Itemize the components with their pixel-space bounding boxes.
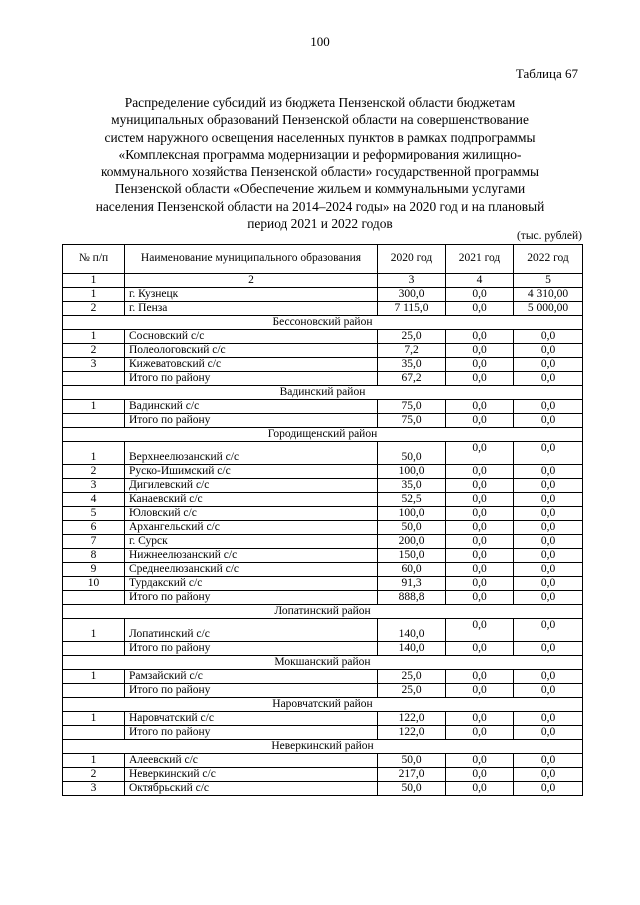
value-2022: 0,0 [514, 768, 583, 782]
value-2021: 0,0 [446, 535, 514, 549]
table-row [63, 563, 583, 577]
row-number: 2 [63, 768, 125, 782]
units-label: (тыс. рублей) [516, 230, 582, 242]
table-row [63, 782, 583, 796]
row-number: 1 [63, 754, 125, 768]
title-line: коммунального хозяйства Пензенской области» государственной программы [100, 164, 540, 180]
region-header-row [63, 605, 583, 619]
value-2021: 0,0 [446, 479, 514, 493]
municipality-name: Нижнеелюзанский с/с [125, 549, 378, 563]
municipality-name: Среднеелюзанский с/с [125, 563, 378, 577]
value-2022: 0,0 [514, 442, 583, 465]
value-2020: 200,0 [378, 535, 446, 549]
row-number: 2 [63, 302, 125, 316]
col-number: 5 [514, 274, 583, 288]
municipality-name: Итого по району [125, 642, 378, 656]
value-2020: 25,0 [378, 684, 446, 698]
value-2021: 0,0 [446, 414, 514, 428]
value-2022: 0,0 [514, 344, 583, 358]
region-header-row [63, 316, 583, 330]
row-number [63, 684, 125, 698]
municipality-name: Неверкинский с/с [125, 768, 378, 782]
value-2022: 0,0 [514, 358, 583, 372]
value-2020: 888,8 [378, 591, 446, 605]
value-2022: 0,0 [514, 782, 583, 796]
title-line: период 2021 и 2022 годов [247, 216, 393, 232]
value-2020: 100,0 [378, 507, 446, 521]
value-2020: 7 115,0 [378, 302, 446, 316]
value-2020: 75,0 [378, 414, 446, 428]
table-label: Таблица 67 [515, 66, 578, 81]
value-2021: 0,0 [446, 302, 514, 316]
value-2021: 0,0 [446, 507, 514, 521]
table-row [63, 535, 583, 549]
value-2020: 300,0 [378, 288, 446, 302]
value-2020: 122,0 [378, 726, 446, 740]
municipality-name: Полеологовский с/с [125, 344, 378, 358]
municipality-name: Алеевский с/с [125, 754, 378, 768]
value-2021: 0,0 [446, 400, 514, 414]
region-name: Лопатинский район [63, 605, 583, 619]
value-2021: 0,0 [446, 642, 514, 656]
value-2022: 5 000,00 [514, 302, 583, 316]
row-number: 1 [63, 330, 125, 344]
table-row [63, 344, 583, 358]
title-line: муниципальных образований Пензенской области на совершенствование [111, 112, 529, 128]
header-num: № п/п [63, 245, 125, 274]
municipality-name: Октябрьский с/с [125, 782, 378, 796]
title-line: систем наружного освещения населенных пунктов в рамках подпрограммы [104, 129, 536, 145]
table-row [63, 302, 583, 316]
row-number: 1 [63, 712, 125, 726]
page-number: 100 [310, 34, 330, 49]
table-row [63, 754, 583, 768]
value-2021: 0,0 [446, 521, 514, 535]
title-line: Пензенской области «Обеспечение жильем и коммунальными услугами [114, 181, 526, 197]
region-name: Неверкинский район [63, 740, 583, 754]
row-number: 3 [63, 358, 125, 372]
value-2020: 91,3 [378, 577, 446, 591]
value-2022: 0,0 [514, 754, 583, 768]
value-2020: 25,0 [378, 670, 446, 684]
municipality-name: Итого по району [125, 591, 378, 605]
total-row [63, 684, 583, 698]
region-name: Наровчатский район [63, 698, 583, 712]
region-name: Вадинский район [63, 386, 583, 400]
region-name: Мокшанский район [63, 656, 583, 670]
region-header-row [63, 386, 583, 400]
value-2022: 0,0 [514, 619, 583, 642]
col-number: 2 [125, 274, 378, 288]
municipality-name: Сосновский с/с [125, 330, 378, 344]
municipality-name: г. Пенза [125, 302, 378, 316]
municipality-name: Лопатинский с/с [125, 619, 378, 642]
municipality-name: Итого по району [125, 684, 378, 698]
value-2021: 0,0 [446, 442, 514, 465]
value-2020: 25,0 [378, 330, 446, 344]
municipality-name: Итого по району [125, 372, 378, 386]
value-2021: 0,0 [446, 330, 514, 344]
municipality-name: Кижеватовский с/с [125, 358, 378, 372]
total-row [63, 726, 583, 740]
row-number: 7 [63, 535, 125, 549]
table-row [63, 442, 583, 465]
value-2022: 0,0 [514, 414, 583, 428]
row-number: 5 [63, 507, 125, 521]
value-2020: 7,2 [378, 344, 446, 358]
value-2021: 0,0 [446, 726, 514, 740]
col-number: 4 [446, 274, 514, 288]
value-2022: 0,0 [514, 479, 583, 493]
region-header-row [63, 740, 583, 754]
header-2020: 2020 год [378, 245, 446, 274]
municipality-name: Турдакский с/с [125, 577, 378, 591]
table-row [63, 577, 583, 591]
value-2021: 0,0 [446, 670, 514, 684]
municipality-name: Архангельский с/с [125, 521, 378, 535]
value-2021: 0,0 [446, 684, 514, 698]
row-number [63, 414, 125, 428]
table-row [63, 400, 583, 414]
value-2022: 0,0 [514, 563, 583, 577]
table-row [63, 465, 583, 479]
value-2022: 0,0 [514, 712, 583, 726]
table-row [63, 619, 583, 642]
municipality-name: Рамзайский с/с [125, 670, 378, 684]
col-number: 3 [378, 274, 446, 288]
table-header-row [63, 245, 583, 274]
value-2020: 50,0 [378, 754, 446, 768]
header-name: Наименование муниципального образования [125, 245, 378, 274]
value-2021: 0,0 [446, 591, 514, 605]
value-2021: 0,0 [446, 288, 514, 302]
table-row [63, 670, 583, 684]
title-line: Распределение субсидий из бюджета Пензенской области бюджетам [124, 95, 516, 110]
value-2022: 0,0 [514, 684, 583, 698]
document-title [60, 94, 580, 232]
value-2020: 75,0 [378, 400, 446, 414]
header-2021: 2021 год [446, 245, 514, 274]
total-row [63, 642, 583, 656]
value-2020: 50,0 [378, 521, 446, 535]
municipality-name: г. Кузнецк [125, 288, 378, 302]
value-2021: 0,0 [446, 344, 514, 358]
value-2021: 0,0 [446, 465, 514, 479]
row-number: 10 [63, 577, 125, 591]
region-header-row [63, 698, 583, 712]
value-2020: 35,0 [378, 479, 446, 493]
table-row [63, 358, 583, 372]
municipality-name: Юловский с/с [125, 507, 378, 521]
title-line: «Комплексная программа модернизации и реформирования жилищно- [118, 146, 522, 162]
row-number: 6 [63, 521, 125, 535]
row-number: 4 [63, 493, 125, 507]
value-2020: 150,0 [378, 549, 446, 563]
total-row [63, 591, 583, 605]
municipality-name: Итого по району [125, 414, 378, 428]
row-number: 1 [63, 619, 125, 642]
region-header-row [63, 656, 583, 670]
value-2020: 217,0 [378, 768, 446, 782]
value-2022: 0,0 [514, 493, 583, 507]
table-row [63, 288, 583, 302]
value-2021: 0,0 [446, 372, 514, 386]
table-row [63, 768, 583, 782]
value-2022: 0,0 [514, 330, 583, 344]
region-name: Бессоновский район [63, 316, 583, 330]
row-number: 1 [63, 670, 125, 684]
row-number: 3 [63, 479, 125, 493]
table-row [63, 493, 583, 507]
municipality-name: Вадинский с/с [125, 400, 378, 414]
value-2021: 0,0 [446, 712, 514, 726]
row-number: 1 [63, 442, 125, 465]
table-row [63, 479, 583, 493]
value-2020: 140,0 [378, 642, 446, 656]
row-number: 2 [63, 465, 125, 479]
value-2022: 0,0 [514, 535, 583, 549]
value-2021: 0,0 [446, 358, 514, 372]
region-name: Городищенский район [63, 428, 583, 442]
total-row [63, 414, 583, 428]
value-2022: 0,0 [514, 507, 583, 521]
value-2021: 0,0 [446, 493, 514, 507]
table-row [63, 507, 583, 521]
col-number: 1 [63, 274, 125, 288]
value-2020: 35,0 [378, 358, 446, 372]
value-2020: 100,0 [378, 465, 446, 479]
row-number: 1 [63, 400, 125, 414]
row-number [63, 642, 125, 656]
value-2021: 0,0 [446, 619, 514, 642]
table-row [63, 521, 583, 535]
municipality-name: Руско-Ишимский с/с [125, 465, 378, 479]
value-2022: 0,0 [514, 372, 583, 386]
value-2022: 0,0 [514, 642, 583, 656]
municipality-name: Дигилевский с/с [125, 479, 378, 493]
title-line: населения Пензенской области на 2014–2024 годы» на 2020 год и на плановый [95, 198, 545, 214]
value-2020: 50,0 [378, 782, 446, 796]
municipality-name: Канаевский с/с [125, 493, 378, 507]
row-number: 1 [63, 288, 125, 302]
row-number: 3 [63, 782, 125, 796]
row-number: 9 [63, 563, 125, 577]
value-2021: 0,0 [446, 563, 514, 577]
value-2022: 0,0 [514, 726, 583, 740]
table-body [63, 288, 583, 796]
row-number [63, 591, 125, 605]
value-2022: 4 310,00 [514, 288, 583, 302]
value-2020: 67,2 [378, 372, 446, 386]
value-2020: 60,0 [378, 563, 446, 577]
municipality-name: г. Сурск [125, 535, 378, 549]
value-2021: 0,0 [446, 768, 514, 782]
value-2022: 0,0 [514, 549, 583, 563]
region-header-row [63, 428, 583, 442]
value-2020: 50,0 [378, 442, 446, 465]
municipality-name: Итого по району [125, 726, 378, 740]
value-2022: 0,0 [514, 400, 583, 414]
value-2020: 140,0 [378, 619, 446, 642]
column-number-row [63, 274, 583, 288]
header-2022: 2022 год [514, 245, 583, 274]
value-2022: 0,0 [514, 577, 583, 591]
value-2022: 0,0 [514, 465, 583, 479]
subsidy-table [62, 244, 583, 796]
table-row [63, 330, 583, 344]
value-2021: 0,0 [446, 577, 514, 591]
total-row [63, 372, 583, 386]
municipality-name: Верхнеелюзанский с/с [125, 442, 378, 465]
municipality-name: Наровчатский с/с [125, 712, 378, 726]
value-2022: 0,0 [514, 670, 583, 684]
value-2020: 122,0 [378, 712, 446, 726]
table-row [63, 712, 583, 726]
row-number [63, 372, 125, 386]
value-2021: 0,0 [446, 782, 514, 796]
value-2021: 0,0 [446, 754, 514, 768]
value-2022: 0,0 [514, 521, 583, 535]
row-number: 2 [63, 344, 125, 358]
row-number: 8 [63, 549, 125, 563]
value-2021: 0,0 [446, 549, 514, 563]
value-2020: 52,5 [378, 493, 446, 507]
row-number [63, 726, 125, 740]
value-2022: 0,0 [514, 591, 583, 605]
table-row [63, 549, 583, 563]
